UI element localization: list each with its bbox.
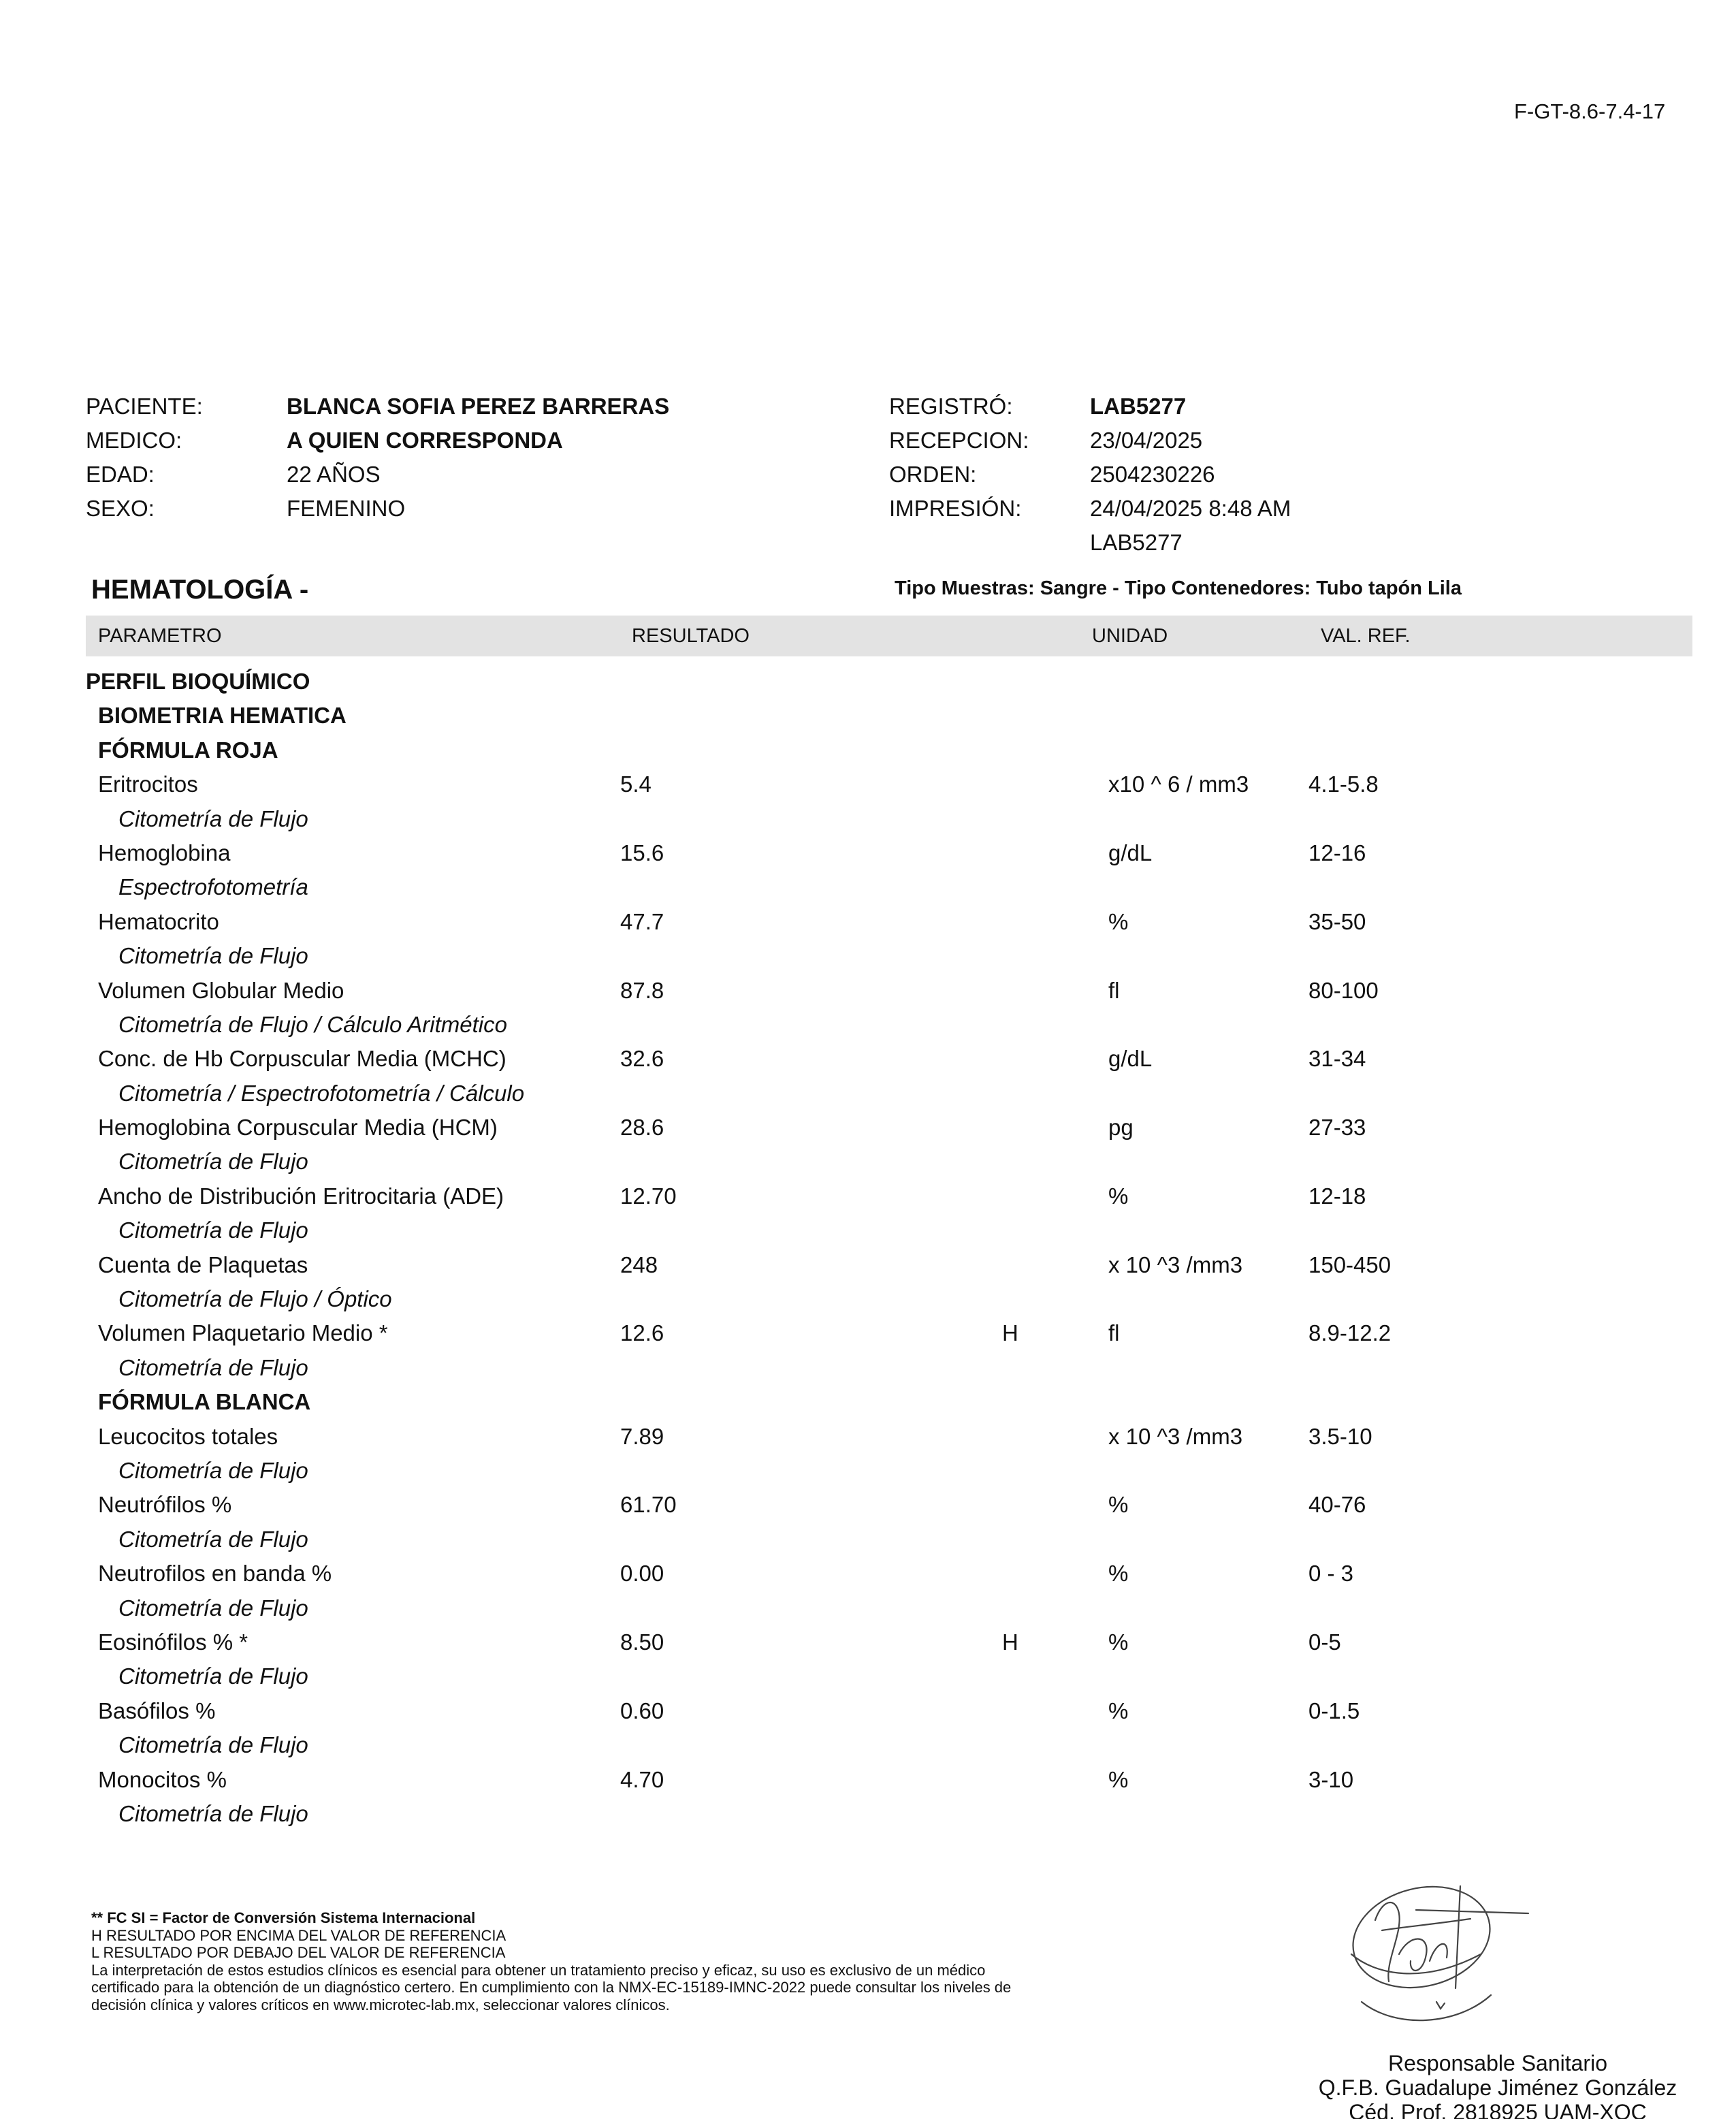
unit-value: g/dL (1108, 1046, 1153, 1072)
result-value: 15.6 (620, 840, 664, 865)
info-row (889, 424, 1570, 458)
result-value: 4.70 (620, 1766, 664, 1792)
info-label (889, 526, 1090, 560)
parameter-name: Conc. de Hb Corpuscular Media (MCHC) (98, 1046, 507, 1072)
method-row (0, 1213, 1736, 1247)
info-value: LAB5277 (1090, 394, 1187, 419)
unit-value: % (1108, 1766, 1129, 1792)
header-param: PARAMETRO (98, 625, 222, 647)
table-row (0, 836, 1736, 870)
note-disclaimer-2: certificado para la obtención de un diagnóstico certero. En cumplimiento con la NMX-EC-15189-IMNC-2022 puede consultar los niveles de (91, 1979, 1012, 1996)
subgroup-heading (0, 699, 1736, 733)
result-flag: H (1002, 1629, 1018, 1655)
method-row (0, 802, 1736, 836)
info-row (86, 424, 869, 458)
method-row (0, 1728, 1736, 1762)
result-value: 87.8 (620, 977, 664, 1003)
info-value: FEMENINO (287, 496, 406, 521)
method-row (0, 1351, 1736, 1385)
info-row (86, 492, 869, 526)
method-row (0, 1454, 1736, 1488)
parameter-name: Eosinófilos % * (98, 1629, 248, 1655)
method-row (0, 1659, 1736, 1693)
unit-value: x10 ^ 6 / mm3 (1108, 771, 1249, 797)
group-heading-label: PERFIL BIOQUÍMICO (86, 669, 310, 694)
table-row (0, 1557, 1736, 1591)
result-value: 7.89 (620, 1423, 664, 1449)
reference-value: 0-1.5 (1308, 1698, 1360, 1723)
result-value: 0.60 (620, 1698, 664, 1723)
method-label: Citometría de Flujo (118, 1217, 308, 1243)
table-row (0, 1420, 1736, 1454)
method-row (0, 1008, 1736, 1042)
group-heading (0, 665, 1736, 699)
table-row (0, 1316, 1736, 1350)
signer-license: Céd. Prof. 2818925 UAM-XOC (1349, 2100, 1647, 2119)
parameter-name: Volumen Globular Medio (98, 977, 344, 1003)
subgroup-heading-label: BIOMETRIA HEMATICA (98, 703, 347, 729)
parameter-name: Eritrocitos (98, 771, 198, 797)
info-row (889, 526, 1570, 560)
method-label: Citometría de Flujo (118, 1663, 308, 1689)
table-row (0, 1111, 1736, 1145)
result-value: 12.70 (620, 1183, 677, 1209)
method-label: Citometría de Flujo (118, 943, 308, 969)
unit-value: % (1108, 1561, 1129, 1587)
notes-footer (91, 1909, 1249, 2013)
unit-value: g/dL (1108, 840, 1153, 865)
parameter-name: Cuenta de Plaquetas (98, 1252, 308, 1277)
table-row (0, 974, 1736, 1008)
patient-info-left (86, 389, 869, 526)
parameter-name: Ancho de Distribución Eritrocitaria (ADE) (98, 1183, 504, 1209)
info-value: 23/04/2025 (1090, 428, 1203, 453)
info-row (86, 389, 869, 424)
method-label: Citometría de Flujo (118, 1526, 308, 1552)
result-value: 8.50 (620, 1629, 664, 1655)
reference-value: 0 - 3 (1308, 1561, 1354, 1587)
document-code: F-GT-8.6-7.4-17 (1514, 99, 1666, 123)
parameter-name: Neutrófilos % (98, 1492, 232, 1518)
reference-value: 3.5-10 (1308, 1423, 1372, 1449)
parameter-name: Monocitos % (98, 1766, 227, 1792)
subgroup-heading-label: FÓRMULA BLANCA (98, 1389, 311, 1415)
info-value: LAB5277 (1090, 530, 1183, 555)
method-row (0, 1523, 1736, 1557)
results-table (0, 665, 1736, 1831)
note-low: L RESULTADO POR DEBAJO DEL VALOR DE REFERENCIA (91, 1944, 506, 1961)
info-value: 24/04/2025 8:48 AM (1090, 496, 1291, 521)
note-disclaimer-3: decisión clínica y valores críticos en www.microtec-lab.mx, seleccionar valores clínicos. (91, 1996, 670, 2013)
table-row (0, 1763, 1736, 1797)
unit-value: x 10 ^3 /mm3 (1108, 1252, 1243, 1277)
table-row (0, 1694, 1736, 1728)
reference-value: 27-33 (1308, 1115, 1366, 1141)
reference-value: 8.9-12.2 (1308, 1320, 1392, 1346)
method-label: Citometría / Espectrofotometría / Cálculo (118, 1080, 525, 1106)
info-value: A QUIEN CORRESPONDA (287, 428, 563, 453)
unit-value: % (1108, 1492, 1129, 1518)
info-label: PACIENTE: (86, 394, 203, 419)
result-value: 28.6 (620, 1115, 664, 1141)
info-row (889, 389, 1570, 424)
unit-value: pg (1108, 1115, 1134, 1141)
table-row (0, 1625, 1736, 1659)
method-label: Citometría de Flujo / Óptico (118, 1286, 392, 1312)
reference-value: 0-5 (1308, 1629, 1341, 1655)
result-value: 32.6 (620, 1046, 664, 1072)
info-value: BLANCA SOFIA PEREZ BARRERAS (287, 394, 670, 419)
header-ref: VAL. REF. (1321, 625, 1411, 647)
subgroup-heading (0, 1385, 1736, 1419)
parameter-name: Hemoglobina (98, 840, 231, 865)
info-row (86, 458, 869, 492)
table-header (86, 616, 1692, 656)
info-row (889, 492, 1570, 526)
method-label: Citometría de Flujo (118, 1149, 308, 1175)
subgroup-heading-label: FÓRMULA ROJA (98, 737, 278, 763)
method-label: Citometría de Flujo (118, 1595, 308, 1621)
method-label: Citometría de Flujo (118, 1732, 308, 1758)
table-row (0, 767, 1736, 801)
method-label: Citometría de Flujo / Cálculo Aritmético (118, 1011, 507, 1037)
method-row (0, 870, 1736, 904)
table-row (0, 1042, 1736, 1076)
unit-value: % (1108, 1698, 1129, 1723)
header-unit: UNIDAD (1092, 625, 1168, 647)
info-row (889, 458, 1570, 492)
reference-value: 35-50 (1308, 908, 1366, 934)
unit-value: % (1108, 908, 1129, 934)
result-flag: H (1002, 1320, 1018, 1346)
method-row (0, 1145, 1736, 1179)
info-value: 2504230226 (1090, 462, 1215, 487)
unit-value: fl (1108, 977, 1120, 1003)
result-value: 47.7 (620, 908, 664, 934)
method-row (0, 1797, 1736, 1831)
method-label: Citometría de Flujo (118, 806, 308, 831)
method-row (0, 1591, 1736, 1625)
signer-name: Q.F.B. Guadalupe Jiménez González (1318, 2075, 1677, 2100)
unit-value: x 10 ^3 /mm3 (1108, 1423, 1243, 1449)
reference-value: 4.1-5.8 (1308, 771, 1379, 797)
parameter-name: Leucocitos totales (98, 1423, 278, 1449)
unit-value: fl (1108, 1320, 1120, 1346)
unit-value: % (1108, 1183, 1129, 1209)
table-row (0, 905, 1736, 939)
info-value: 22 AÑOS (287, 462, 381, 487)
reference-value: 3-10 (1308, 1766, 1354, 1792)
reference-value: 31-34 (1308, 1046, 1366, 1072)
reference-value: 12-18 (1308, 1183, 1366, 1209)
unit-value: % (1108, 1629, 1129, 1655)
result-value: 5.4 (620, 771, 652, 797)
result-value: 0.00 (620, 1561, 664, 1587)
info-label: REGISTRÓ: (889, 394, 1013, 419)
subgroup-heading (0, 733, 1736, 767)
reference-value: 150-450 (1308, 1252, 1392, 1277)
note-disclaimer-1: La interpretación de estos estudios clínicos es esencial para obtener un tratamiento preciso y eficaz, su uso es exclusivo de un médico (91, 1961, 986, 1979)
method-label: Citometría de Flujo (118, 1457, 308, 1483)
parameter-name: Hemoglobina Corpuscular Media (HCM) (98, 1115, 498, 1141)
patient-info-right (889, 389, 1570, 560)
reference-value: 12-16 (1308, 840, 1366, 865)
result-value: 12.6 (620, 1320, 664, 1346)
sample-info: Tipo Muestras: Sangre - Tipo Contenedores: Tubo tapón Lila (895, 577, 1462, 599)
table-row (0, 1179, 1736, 1213)
parameter-name: Volumen Plaquetario Medio * (98, 1320, 388, 1346)
signer-role: Responsable Sanitario (1388, 2051, 1607, 2075)
parameter-name: Basófilos % (98, 1698, 216, 1723)
table-row (0, 1488, 1736, 1522)
note-fc-si: ** FC SI = Factor de Conversión Sistema Internacional (91, 1909, 476, 1926)
reference-value: 40-76 (1308, 1492, 1366, 1518)
method-label: Citometría de Flujo (118, 1354, 308, 1380)
info-label: MEDICO: (86, 428, 182, 453)
note-high: H RESULTADO POR ENCIMA DEL VALOR DE REFERENCIA (91, 1926, 507, 1944)
signature-image (1334, 1873, 1532, 2043)
result-value: 248 (620, 1252, 658, 1277)
result-value: 61.70 (620, 1492, 677, 1518)
method-row (0, 1077, 1736, 1111)
table-row (0, 1248, 1736, 1282)
method-label: Espectrofotometría (118, 874, 308, 900)
parameter-name: Neutrofilos en banda % (98, 1561, 332, 1587)
method-label: Citometría de Flujo (118, 1800, 308, 1826)
method-row (0, 1282, 1736, 1316)
info-label: ORDEN: (889, 462, 977, 487)
reference-value: 80-100 (1308, 977, 1379, 1003)
parameter-name: Hematocrito (98, 908, 219, 934)
info-label: EDAD: (86, 462, 155, 487)
info-label: SEXO: (86, 496, 155, 521)
header-result: RESULTADO (632, 625, 750, 647)
section-title: HEMATOLOGÍA - (91, 575, 309, 605)
method-row (0, 939, 1736, 973)
info-label: RECEPCION: (889, 428, 1029, 453)
info-label: IMPRESIÓN: (889, 496, 1022, 521)
signer-block (1157, 2051, 1736, 2119)
